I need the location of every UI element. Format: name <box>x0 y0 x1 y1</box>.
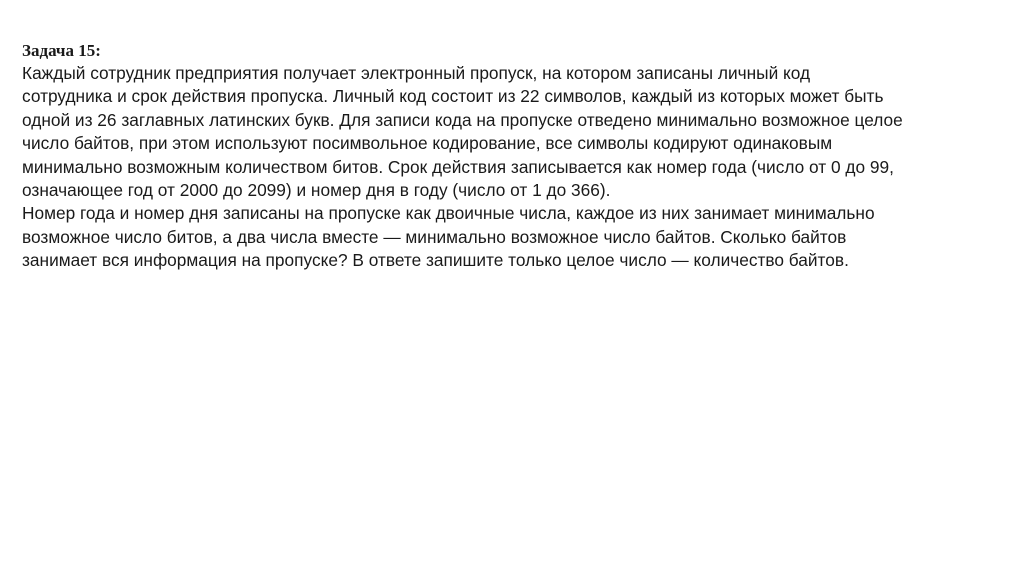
task-title: Задача 15: <box>22 41 101 60</box>
task-text-line: занимает вся информация на пропуске? В ответе запишите только целое число — количество байтов. <box>22 250 849 271</box>
task-text-line: минимально возможным количеством битов. Срок действия записывается как номер года (число от 0 до 99, <box>22 156 894 177</box>
task-text <box>22 62 1012 273</box>
task-text-line: Номер года и номер дня записаны на пропуске как двоичные числа, каждое из них занимает минимально <box>22 203 875 224</box>
task-text-line: одной из 26 заглавных латинских букв. Для записи кода на пропуске отведено минимально возможное целое <box>22 109 903 130</box>
task-text-line: возможное число битов, а два числа вместе — минимально возможное число байтов. Сколько байтов <box>22 226 847 247</box>
task-text-line: число байтов, при этом используют посимвольное кодирование, все символы кодируют одинаковым <box>22 133 833 154</box>
task-text-line: означающее год от 2000 до 2099) и номер дня в году (число от 1 до 366). <box>22 180 611 201</box>
task-text-line: сотрудника и срок действия пропуска. Личный код состоит из 22 символов, каждый из которых может быть <box>22 86 884 107</box>
task-text-line: Каждый сотрудник предприятия получает электронный пропуск, на котором записаны личный код <box>22 63 811 83</box>
